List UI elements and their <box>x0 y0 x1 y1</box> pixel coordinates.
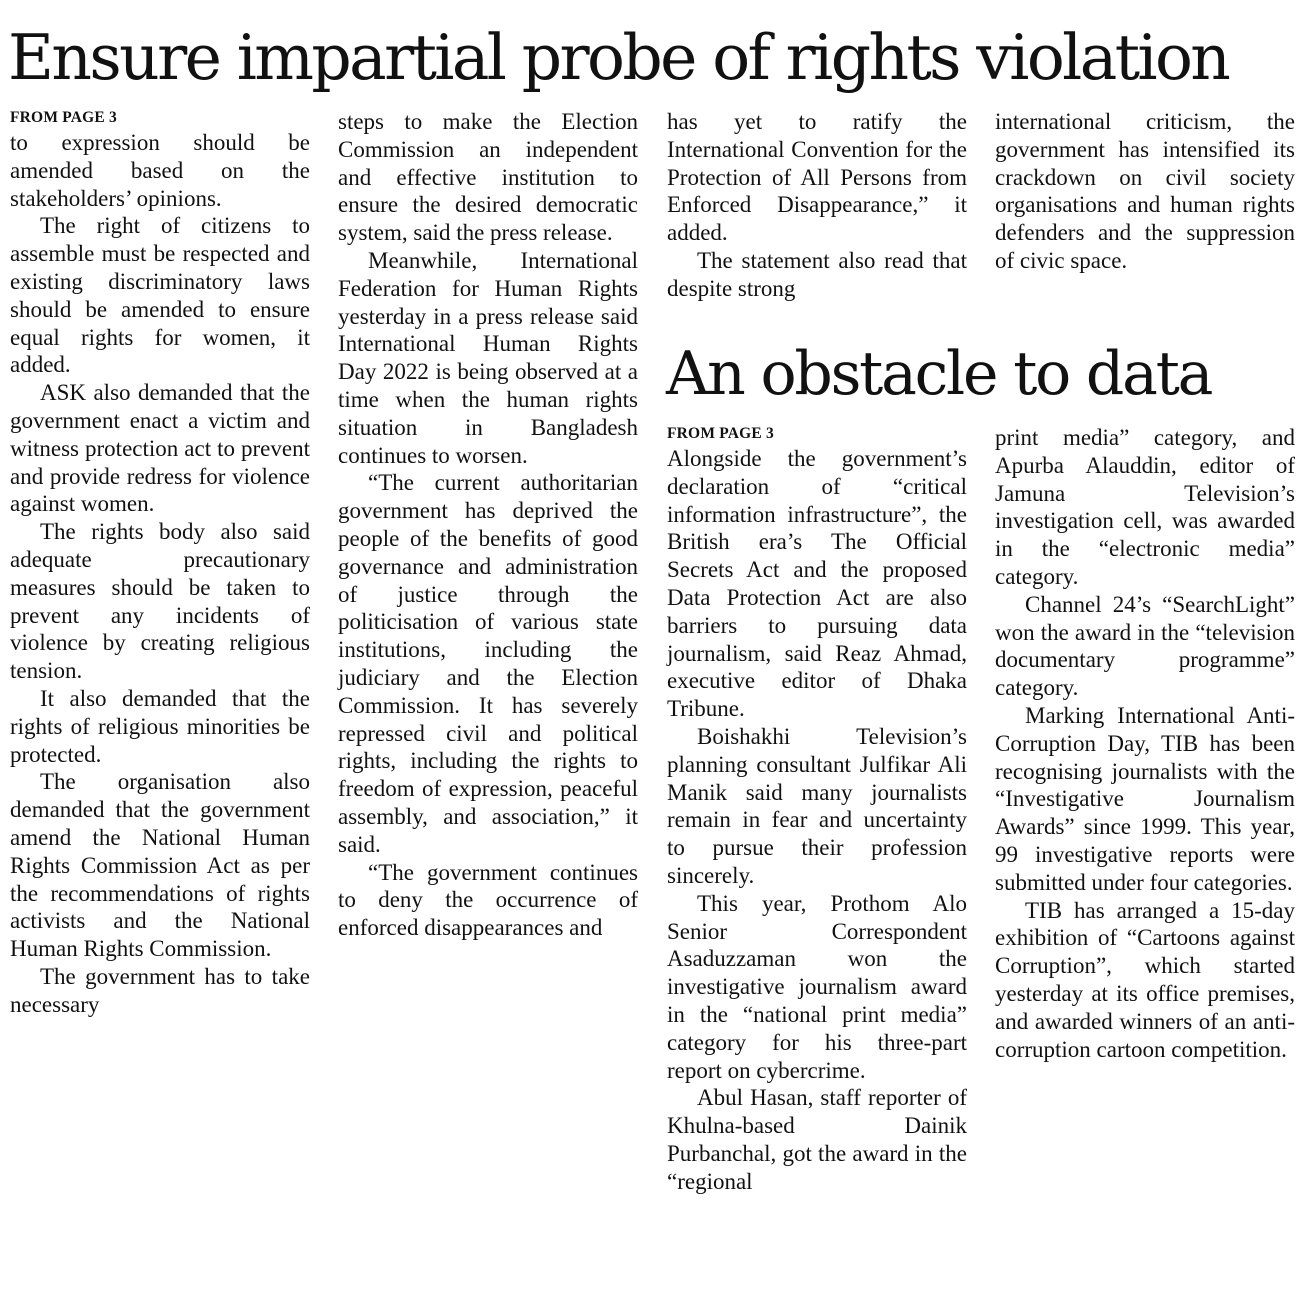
article-1-column-4 <box>995 108 1295 275</box>
paragraph: Abul Hasan, staff reporter of Khulna-based Dainik Purbanchal, got the award in the “regional <box>667 1085 967 1194</box>
paragraph: steps to make the Election Commission an independent and effective institution to ensure the desired democratic system, said the press release. <box>338 109 638 246</box>
paragraph: to expression should be amended based on the stakeholders’ opinions. <box>10 130 310 211</box>
paragraph: The rights body also said adequate precautionary measures should be taken to prevent any incidents of violence by creating religious tension. <box>10 519 310 684</box>
paragraph: The organisation also demanded that the government amend the National Human Rights Commission Act as per the recommendations of rights activists and the National Human Rights Commission. <box>10 769 310 962</box>
paragraph: Marking International Anti-Corruption Day, TIB has been recognising journalists with the “Investigative Journalism Awards” since 1999. This year, 99 investigative reports were submitted under four categories. <box>995 702 1295 895</box>
article-1-column-3 <box>667 108 967 303</box>
article-2-column-1 <box>667 424 967 1196</box>
paragraph: The right of citizens to assemble must be respected and existing discriminatory laws should be amended to ensure equal rights for women, it added. <box>10 213 310 378</box>
article-1-headline: Ensure impartial probe of rights violation <box>8 21 1229 94</box>
paragraph: Alongside the government’s declaration of “critical information infrastructure”, the British era’s The Official Secrets Act and the proposed Data Protection Act are also barriers to pursuing data journalism, said Reaz Ahmad, executive editor of Dhaka Tribune. <box>667 446 967 722</box>
paragraph: ASK also demanded that the government enact a victim and witness protection act to prevent and provide redress for violence against women. <box>10 380 310 517</box>
article-2-headline: An obstacle to data <box>666 339 1212 409</box>
paragraph: Channel 24’s “SearchLight” won the award in the “television documentary programme” category. <box>995 591 1295 701</box>
article-2-column-2 <box>995 424 1295 1063</box>
article-1-column-2 <box>338 108 638 942</box>
paragraph: has yet to ratify the International Convention for the Protection of All Persons from Enforced Disappearance,” it added. <box>667 109 967 246</box>
article-2-kicker: FROM PAGE 3 <box>667 425 774 442</box>
paragraph: The government has to take necessary <box>10 963 310 1017</box>
paragraph: international criticism, the government has intensified its crackdown on civil society organisations and human rights defenders and the suppression of civic space. <box>995 109 1295 273</box>
article-1-column-1 <box>10 108 310 1019</box>
paragraph: Boishakhi Television’s planning consultant Julfikar Ali Manik said many journalists remain in fear and uncertainty to pursue their profession sincerely. <box>667 723 967 888</box>
paragraph: print media” category, and Apurba Alauddin, editor of Jamuna Television’s investigation cell, was awarded in the “electronic media” category. <box>995 425 1295 589</box>
paragraph: TIB has arranged a 15-day exhibition of “Cartoons against Corruption”, which started yesterday at its office premises, and awarded winners of an anti-corruption cartoon competition. <box>995 897 1295 1062</box>
paragraph: It also demanded that the rights of religious minorities be protected. <box>10 685 310 767</box>
article-1-kicker: FROM PAGE 3 <box>10 109 117 126</box>
paragraph: “The current authoritarian government has deprived the people of the benefits of good governance and administration of justice through the politicisation of various state institutions, including the judiciary and the Election Commission. It has severely repressed civil and political rights, including the rights to freedom of expression, peaceful assembly, and association,” it said. <box>338 470 638 857</box>
paragraph: The statement also read that despite strong <box>667 247 967 301</box>
paragraph: This year, Prothom Alo Senior Correspondent Asaduzzaman won the investigative journalism award in the “national print media” category for his three-part report on cybercrime. <box>667 890 967 1083</box>
paragraph: Meanwhile, International Federation for Human Rights yesterday in a press release said International Human Rights Day 2022 is being observed at a time when the human rights situation in Bangladesh continues to worsen. <box>338 247 638 468</box>
paragraph: “The government continues to deny the occurrence of enforced disappearances and <box>338 859 638 941</box>
